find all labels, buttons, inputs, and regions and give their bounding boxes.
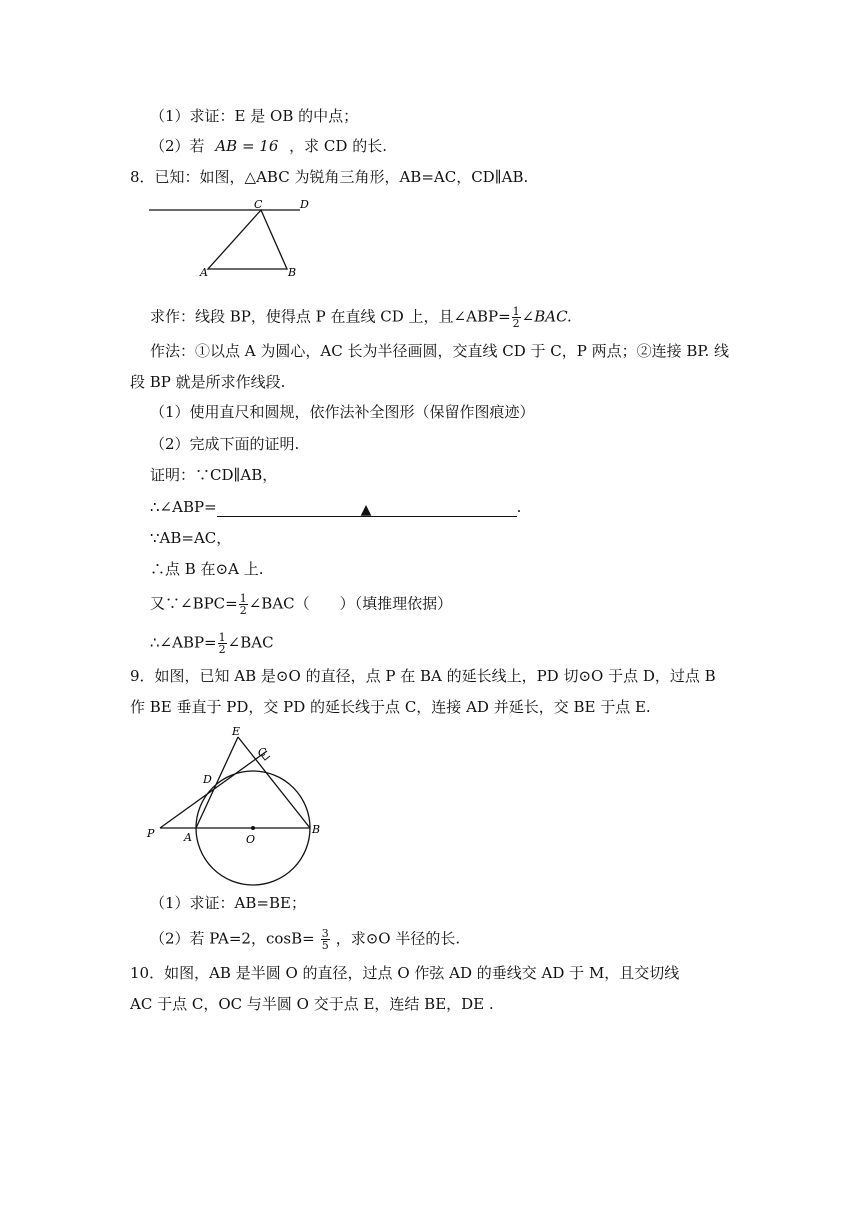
q8-proof1: 证明：∵CD∥AB， [150,466,278,484]
q8-label-d: D [300,198,309,211]
q8-part2: （2）完成下面的证明. [150,435,300,453]
q8-label-b: B [288,266,297,279]
q8-label-c: C [254,198,263,211]
q8-proof2-prefix: ∴∠ABP= [150,498,217,516]
q8-proof5-fraction: $\frac{1}{2}$ [239,592,247,617]
q8-answer-blank[interactable] [217,500,517,517]
q9-part1: （1）求证：AB=BE； [150,894,306,912]
q9-part2-suffix: ，求⊙O 半径的长. [335,929,461,948]
q7-part2 [150,136,387,156]
q10-line1: 10．如图，AB 是半圆 O 的直径，过点 O 作弦 AD 的垂线交 AD 于 M，且交切线 [130,964,680,982]
q7-part2-math: AB = 16 [215,137,279,155]
q8-task-suffix: ∠BAC. [521,307,572,326]
q8-task [150,306,572,329]
q8-proof6-fraction: $\frac{1}{2}$ [218,631,226,656]
q8-proof6-prefix: ∴∠ABP= [150,633,217,652]
q9-line-be [238,737,310,828]
q8-proof5-prefix: 又∵∠BPC= [150,594,238,613]
q8-stem: 8．已知：如图，△ABC 为锐角三角形，AB=AC，CD∥AB. [130,168,529,186]
q9-part2-fraction: $\frac{3}{5}$ [321,927,329,952]
q8-method-line2: 段 BP 就是所求作线段. [130,373,286,391]
q8-task-prefix: 求作：线段 BP，使得点 P 在直线 CD 上，且∠ABP= [150,307,511,326]
q9-center-dot [251,826,255,830]
q8-proof2-suffix: . [516,498,522,516]
q9-stem-line1: 9．如图，已知 AB 是⊙O 的直径，点 P 在 BA 的延长线上，PD 切⊙O 于点 D，过点 B [130,667,716,685]
q8-blank-marker: ▲ [360,502,372,518]
q8-part1: （1）使用直尺和圆规，依作法补全图形（保留作图痕迹） [150,403,535,421]
q7-part2-prefix: （2）若 [150,137,205,155]
q8-figure [140,196,320,280]
q8-proof6 [150,632,274,655]
q8-proof3: ∵AB=AC， [150,529,232,547]
q10-line2: AC 于点 C，OC 与半圆 O 交于点 E，连结 BE，DE . [130,995,494,1013]
q7-part2-suffix: ，求 CD 的长. [289,137,387,155]
q8-method-line1: 作法：①以点 A 为圆心，AC 长为半径画圆，交直线 CD 于 C，P 两点；②连接 BP. 线 [150,342,729,360]
q9-label-c: C [258,746,267,759]
q9-figure [140,722,340,888]
q9-label-o: O [246,833,256,846]
q8-proof2 [150,497,521,517]
q9-label-p: P [147,827,155,840]
q8-proof5 [150,593,452,616]
q8-proof4: ∴点 B 在⊙A 上. [150,560,264,578]
q9-label-a: A [184,831,192,844]
q9-stem-line2: 作 BE 垂直于 PD，交 PD 的延长线于点 C，连接 AD 并延长，交 BE 于点 E. [130,698,651,716]
q8-task-fraction: $\frac{1}{2}$ [512,305,520,330]
q9-label-e: E [232,725,241,738]
q8-label-a: A [200,266,208,279]
q9-label-b: B [312,823,321,836]
q8-proof5-suffix: ∠BAC（ ）（填推理依据） [248,594,453,613]
q7-part1: （1）求证：E 是 OB 的中点； [150,107,359,125]
q9-label-d: D [203,773,212,786]
q8-proof6-suffix: ∠BAC [227,633,274,652]
q8-triangle-abc [208,210,287,269]
q9-part2 [150,928,460,951]
q9-part2-prefix: （2）若 PA=2，cosB= [150,929,315,948]
